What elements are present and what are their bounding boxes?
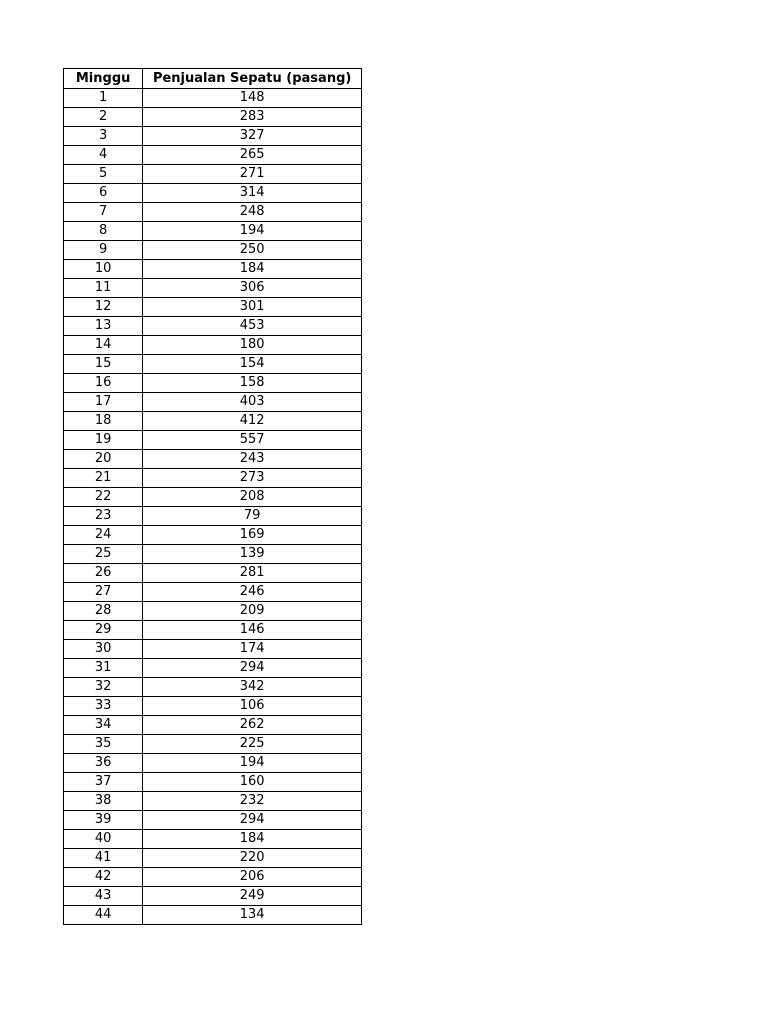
sales-cell: 139 — [143, 545, 362, 564]
sales-cell: 79 — [143, 507, 362, 526]
table-row — [64, 621, 362, 640]
sales-cell: 208 — [143, 488, 362, 507]
table-row — [64, 431, 362, 450]
table-row — [64, 412, 362, 431]
table-row — [64, 849, 362, 868]
sales-cell: 249 — [143, 887, 362, 906]
week-cell: 8 — [64, 222, 143, 241]
table-row — [64, 336, 362, 355]
sales-cell: 184 — [143, 260, 362, 279]
sales-cell: 206 — [143, 868, 362, 887]
table-row — [64, 545, 362, 564]
sales-cell: 158 — [143, 374, 362, 393]
sales-cell: 314 — [143, 184, 362, 203]
sales-cell: 342 — [143, 678, 362, 697]
sales-cell: 160 — [143, 773, 362, 792]
sales-cell: 243 — [143, 450, 362, 469]
table-row — [64, 640, 362, 659]
sales-cell: 169 — [143, 526, 362, 545]
sales-cell: 248 — [143, 203, 362, 222]
sales-cell: 301 — [143, 298, 362, 317]
sales-cell: 180 — [143, 336, 362, 355]
table-row — [64, 146, 362, 165]
column-header-sales: Penjualan Sepatu (pasang) — [143, 69, 362, 89]
table-row — [64, 393, 362, 412]
table-row — [64, 754, 362, 773]
table-row — [64, 127, 362, 146]
week-cell: 27 — [64, 583, 143, 602]
week-cell: 23 — [64, 507, 143, 526]
week-cell: 6 — [64, 184, 143, 203]
sales-cell: 220 — [143, 849, 362, 868]
sales-cell: 232 — [143, 792, 362, 811]
table-row — [64, 564, 362, 583]
sales-cell: 250 — [143, 241, 362, 260]
week-cell: 7 — [64, 203, 143, 222]
week-cell: 33 — [64, 697, 143, 716]
table-row — [64, 526, 362, 545]
table-row — [64, 469, 362, 488]
sales-cell: 194 — [143, 222, 362, 241]
sales-cell: 174 — [143, 640, 362, 659]
sales-cell: 209 — [143, 602, 362, 621]
week-cell: 11 — [64, 279, 143, 298]
week-cell: 14 — [64, 336, 143, 355]
header-row — [64, 69, 362, 89]
table-row — [64, 203, 362, 222]
table-row — [64, 697, 362, 716]
week-cell: 41 — [64, 849, 143, 868]
week-cell: 29 — [64, 621, 143, 640]
sales-cell: 412 — [143, 412, 362, 431]
week-cell: 15 — [64, 355, 143, 374]
table-row — [64, 222, 362, 241]
table-row — [64, 602, 362, 621]
sales-cell: 557 — [143, 431, 362, 450]
week-cell: 22 — [64, 488, 143, 507]
week-cell: 40 — [64, 830, 143, 849]
sales-cell: 294 — [143, 659, 362, 678]
table-row — [64, 488, 362, 507]
week-cell: 34 — [64, 716, 143, 735]
sales-cell: 403 — [143, 393, 362, 412]
week-cell: 21 — [64, 469, 143, 488]
column-header-week: Minggu — [64, 69, 143, 89]
week-cell: 25 — [64, 545, 143, 564]
week-cell: 36 — [64, 754, 143, 773]
table-row — [64, 906, 362, 925]
table-row — [64, 678, 362, 697]
sales-table — [63, 68, 362, 925]
sales-cell: 225 — [143, 735, 362, 754]
table-body — [64, 89, 362, 925]
week-cell: 24 — [64, 526, 143, 545]
table-row — [64, 279, 362, 298]
table-row — [64, 298, 362, 317]
week-cell: 10 — [64, 260, 143, 279]
table-row — [64, 507, 362, 526]
sales-cell: 265 — [143, 146, 362, 165]
week-cell: 44 — [64, 906, 143, 925]
week-cell: 30 — [64, 640, 143, 659]
sales-cell: 106 — [143, 697, 362, 716]
week-cell: 26 — [64, 564, 143, 583]
table-row — [64, 374, 362, 393]
table-row — [64, 317, 362, 336]
week-cell: 4 — [64, 146, 143, 165]
table-row — [64, 716, 362, 735]
week-cell: 31 — [64, 659, 143, 678]
sales-cell: 271 — [143, 165, 362, 184]
table-row — [64, 355, 362, 374]
table-row — [64, 260, 362, 279]
sales-cell: 306 — [143, 279, 362, 298]
sales-cell: 134 — [143, 906, 362, 925]
week-cell: 3 — [64, 127, 143, 146]
table-row — [64, 165, 362, 184]
week-cell: 39 — [64, 811, 143, 830]
table-row — [64, 811, 362, 830]
sales-cell: 283 — [143, 108, 362, 127]
sales-cell: 281 — [143, 564, 362, 583]
week-cell: 37 — [64, 773, 143, 792]
week-cell: 19 — [64, 431, 143, 450]
sales-cell: 246 — [143, 583, 362, 602]
table-row — [64, 887, 362, 906]
week-cell: 2 — [64, 108, 143, 127]
table-row — [64, 241, 362, 260]
sales-cell: 146 — [143, 621, 362, 640]
week-cell: 13 — [64, 317, 143, 336]
sales-cell: 294 — [143, 811, 362, 830]
sales-cell: 148 — [143, 89, 362, 108]
week-cell: 18 — [64, 412, 143, 431]
table-row — [64, 89, 362, 108]
table-row — [64, 583, 362, 602]
table-row — [64, 184, 362, 203]
week-cell: 35 — [64, 735, 143, 754]
table-row — [64, 659, 362, 678]
sales-cell: 194 — [143, 754, 362, 773]
week-cell: 16 — [64, 374, 143, 393]
sales-cell: 453 — [143, 317, 362, 336]
table-row — [64, 735, 362, 754]
table-header — [64, 69, 362, 89]
week-cell: 43 — [64, 887, 143, 906]
week-cell: 1 — [64, 89, 143, 108]
week-cell: 17 — [64, 393, 143, 412]
sales-cell: 273 — [143, 469, 362, 488]
table-row — [64, 792, 362, 811]
sales-cell: 184 — [143, 830, 362, 849]
table-row — [64, 830, 362, 849]
week-cell: 42 — [64, 868, 143, 887]
table-row — [64, 868, 362, 887]
table-row — [64, 108, 362, 127]
week-cell: 38 — [64, 792, 143, 811]
table-row — [64, 450, 362, 469]
week-cell: 12 — [64, 298, 143, 317]
table-row — [64, 773, 362, 792]
sales-cell: 154 — [143, 355, 362, 374]
sales-cell: 262 — [143, 716, 362, 735]
sales-cell: 327 — [143, 127, 362, 146]
week-cell: 9 — [64, 241, 143, 260]
week-cell: 32 — [64, 678, 143, 697]
week-cell: 5 — [64, 165, 143, 184]
week-cell: 28 — [64, 602, 143, 621]
week-cell: 20 — [64, 450, 143, 469]
